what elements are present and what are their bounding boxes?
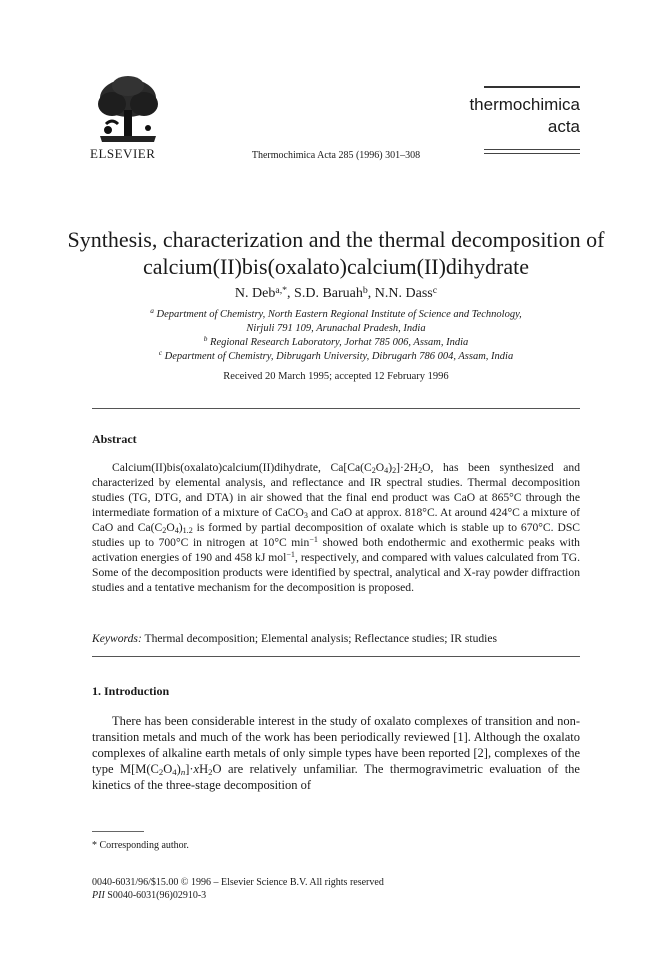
- body-text: O: [163, 762, 173, 776]
- subscript: 2: [162, 526, 167, 535]
- affiliation-mark: a: [150, 306, 154, 315]
- author-separator: ,: [287, 286, 295, 301]
- pii-line: [92, 889, 384, 902]
- abstract-text: ): [178, 521, 183, 534]
- author-marks: b: [362, 285, 368, 296]
- introduction-paragraph: [92, 713, 580, 793]
- author-name: N.N. Dass: [374, 286, 433, 301]
- journal-bottom-rule-1: [484, 149, 580, 150]
- section-heading: 1. Introduction: [92, 684, 170, 698]
- body-text: H: [199, 762, 209, 776]
- received-dates: Received 20 March 1995; accepted 12 February 1996: [223, 371, 449, 382]
- affiliation-c: [60, 350, 612, 364]
- affiliation-a-line2: Nirjuli 791 109, Arunachal Pradesh, India: [246, 323, 426, 334]
- copyright-block: [92, 876, 384, 902]
- body-text: ): [176, 762, 181, 776]
- article-title-line1: Synthesis, characterization and the thermal decomposition of: [67, 227, 605, 252]
- copyright-line: 0040-6031/96/$15.00 © 1996 – Elsevier Science B.V. All rights reserved: [92, 877, 384, 888]
- abstract-text: O, has been synthesized and characterized by elemental analysis, and reflectance and IR spectral studies. Thermal decomposition studies (TG, DTG, and DTA) in air showed that the final end product was CaO at 865°C through the intermediate formation of a mixture of CaCO: [92, 461, 580, 519]
- affiliation-b: [60, 336, 612, 350]
- publisher-name: ELSEVIER: [90, 146, 156, 161]
- journal-name-line2: acta: [547, 117, 580, 136]
- journal-bottom-rule-2: [484, 153, 580, 154]
- subscript: 4: [174, 526, 179, 535]
- body-text: There has been considerable interest in the study of oxalato complexes of transition and non-transition metals and much of the work has been periodically reviewed [1]. Although the oxalato complexes of alkaline earth metals of only simple types have been reported [2], complexes of the type M[M(C: [92, 714, 580, 776]
- abstract-text: ]·2H: [396, 461, 419, 474]
- keywords-label: Keywords:: [92, 632, 142, 645]
- abstract-text: and CaO at approx. 818°C. At around 424°C a mixture of CaO and Ca(C: [92, 506, 581, 534]
- abstract-text: showed both endothermic and exothermic peaks with activation energies of 190 and 458 kJ mol: [92, 536, 580, 564]
- affiliation-mark: b: [203, 334, 208, 343]
- superscript: −1: [286, 550, 295, 559]
- abstract-top-rule: [92, 408, 580, 409]
- author-marks: c: [432, 285, 438, 296]
- abstract-heading: Abstract: [92, 432, 137, 446]
- footnote: [92, 840, 189, 851]
- subscript: 4: [384, 466, 389, 475]
- subscript: 2: [392, 466, 397, 475]
- journal-citation: Thermochimica Acta 285 (1996) 301–308: [251, 150, 421, 161]
- abstract-bottom-rule: [92, 656, 580, 657]
- footnote-mark: *: [92, 840, 97, 851]
- author-separator: ,: [367, 286, 375, 301]
- subscript: 1.2: [182, 526, 193, 535]
- article-title: [60, 226, 612, 280]
- superscript: −1: [309, 535, 318, 544]
- affiliation-a: [60, 308, 612, 322]
- affiliation-text: Regional Research Laboratory, Jorhat 785 006, Assam, India: [210, 337, 469, 348]
- abstract-text: is formed by partial decomposition of oxalate which is stable up to 670°C. DSC studies up to 700°C in nitrogen at 10°C min: [92, 521, 580, 549]
- pii-label: PII: [92, 890, 105, 901]
- keywords-text: Thermal decomposition; Elemental analysis; Reflectance studies; IR studies: [141, 632, 498, 645]
- abstract-text: Calcium(II)bis(oxalato)calcium(II)dihydrate, Ca[Ca(C: [112, 461, 372, 474]
- introduction-body: [92, 713, 580, 793]
- body-text: ]·: [185, 762, 194, 776]
- subscript: 4: [172, 767, 177, 777]
- subscript: 2: [371, 466, 376, 475]
- author-marks: a,*: [275, 285, 288, 296]
- journal-top-rule: [484, 86, 580, 88]
- footnote-text: Corresponding author.: [97, 840, 189, 851]
- subscript: 2: [158, 767, 164, 777]
- article-title-line2: calcium(II)bis(oxalato)calcium(II)dihydrate: [142, 254, 530, 279]
- subscript: 2: [418, 466, 423, 475]
- author-list: [0, 286, 672, 302]
- pii-text: S0040-6031(96)02910-3: [104, 890, 207, 901]
- author-name: S.D. Baruah: [294, 286, 363, 301]
- journal-name-line1: thermochimica: [469, 95, 580, 114]
- subscript: 3: [303, 511, 308, 520]
- journal-name: [469, 94, 580, 138]
- abstract-paragraph: [92, 460, 580, 595]
- abstract-text: O: [166, 521, 175, 534]
- abstract-text: ): [388, 461, 393, 474]
- keywords: [92, 632, 592, 645]
- variable: x: [193, 762, 200, 776]
- abstract-body: [92, 460, 580, 595]
- affiliation-text: Department of Chemistry, North Eastern Regional Institute of Science and Technology,: [156, 309, 522, 320]
- body-text: O are relatively unfamiliar. The thermogravimetric evaluation of the kinetics of the three-stage decomposition of: [92, 762, 580, 792]
- abstract-text: , respectively, and compared with values calculated from TG. Some of the decomposition products were identified by spectral, analytical and X-ray powder diffraction studies and a tentative mechanism for the decomposition is proposed.: [92, 551, 580, 594]
- affiliation-text: Department of Chemistry, Dibrugarh University, Dibrugarh 786 004, Assam, India: [164, 351, 514, 362]
- author-name: N. Deb: [234, 286, 276, 301]
- elsevier-tree-logo-icon: [92, 74, 164, 144]
- subscript: n: [180, 767, 186, 777]
- footnote-rule: [92, 831, 144, 832]
- affiliations: [60, 308, 612, 364]
- subscript: 2: [208, 767, 213, 777]
- abstract-text: O: [375, 461, 385, 474]
- affiliation-mark: c: [158, 348, 163, 357]
